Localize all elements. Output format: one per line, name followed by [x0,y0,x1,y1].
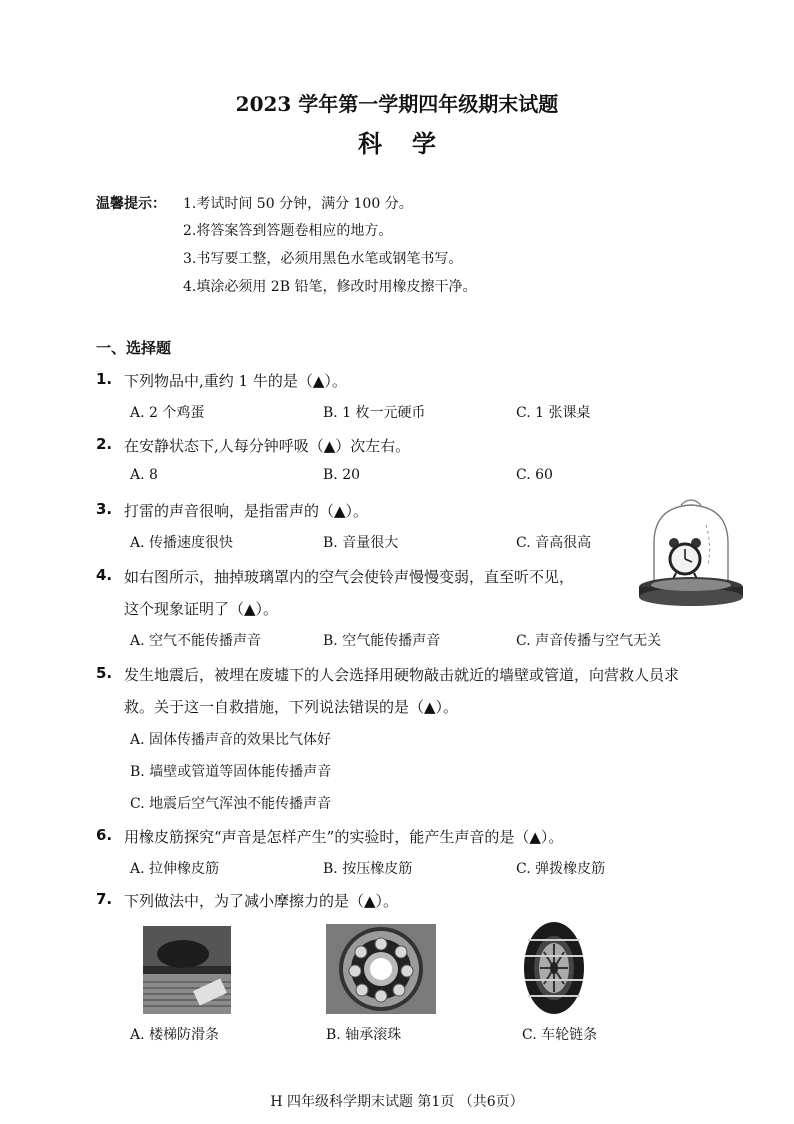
tire-chain-photo [522,920,586,1016]
tips-label: 温馨提示： [96,196,166,212]
option-b: B. 音量很大 [323,535,399,551]
stair-anti-slip-photo [143,926,231,1014]
option-b: B. 按压橡皮筋 [323,861,413,877]
option-a: A. 拉伸橡皮筋 [130,861,220,877]
question-number: 2. [96,435,113,453]
page-footer: H 四年级科学期末试题 第1页 （共6页） [270,1094,524,1110]
option-b: B. 空气能传播声音 [323,633,441,649]
option-b: B. 1 枚一元硬币 [323,405,426,421]
option-b: B. 墙壁或管道等固体能传播声音 [130,764,332,780]
question-text: 用橡皮筋探究“声音是怎样产生”的实验时，能产生声音的是（▲）。 [124,828,564,846]
question-text: 发生地震后，被埋在废墟下的人会选择用硬物敲击就近的墙壁或管道，向营救人员求 [124,666,680,684]
tip-3: 3.书写要工整，必须用黑色水笔或钢笔书写。 [183,251,463,267]
option-a: A. 2 个鸡蛋 [130,405,205,421]
question-text: 下列做法中，为了减小摩擦力的是（▲）。 [124,892,399,910]
question-number: 5. [96,664,113,682]
option-b: B. 轴承滚珠 [326,1027,402,1043]
option-c: C. 地震后空气浑浊不能传播声音 [130,796,332,812]
tip-4: 4.填涂必须用 2B 铅笔，修改时用橡皮擦干净。 [183,279,477,295]
option-c: C. 1 张课桌 [516,405,591,421]
alarm-clock-icon [669,538,701,579]
question-number: 4. [96,566,113,584]
option-c: C. 车轮链条 [522,1027,598,1043]
question-text: 打雷的声音很响，是指雷声的（▲）。 [124,502,369,520]
question-text: 如右图所示，抽掉玻璃罩内的空气会使铃声慢慢变弱，直至听不见， [124,568,575,586]
section-title: 一、选择题 [96,339,172,357]
bearing-balls-photo [326,924,436,1014]
question-text: 在安静状态下,人每分钟呼吸（▲）次左右。 [124,437,411,455]
question-text: 救。关于这一自救措施，下列说法错误的是（▲）。 [124,698,459,716]
tip-2: 2.将答案答到答题卷相应的地方。 [183,223,393,239]
question-number: 7. [96,890,113,908]
option-c: C. 声音传播与空气无关 [516,633,662,649]
option-c: C. 弹拨橡皮筋 [516,861,606,877]
option-b: B. 20 [323,467,361,483]
option-a: A. 传播速度很快 [130,535,234,551]
option-c: C. 60 [516,467,553,483]
option-a: A. 楼梯防滑条 [130,1027,220,1043]
option-c: C. 音高很高 [516,535,592,551]
exam-title: 2023 学年第一学期四年级期末试题 [235,92,559,116]
option-a: A. 空气不能传播声音 [130,633,262,649]
option-a: A. 固体传播声音的效果比气体好 [130,732,332,748]
tip-1: 1.考试时间 50 分钟，满分 100 分。 [183,196,413,212]
question-text: 这个现象证明了（▲）。 [124,600,279,618]
subject-title: 科学 [358,129,466,158]
bell-jar-base [639,577,743,606]
bell-jar-illustration [636,495,746,613]
question-number: 1. [96,370,113,388]
question-number: 3. [96,500,113,518]
question-number: 6. [96,826,113,844]
option-a: A. 8 [130,467,158,483]
question-text: 下列物品中,重约 1 牛的是（▲）。 [124,372,347,390]
